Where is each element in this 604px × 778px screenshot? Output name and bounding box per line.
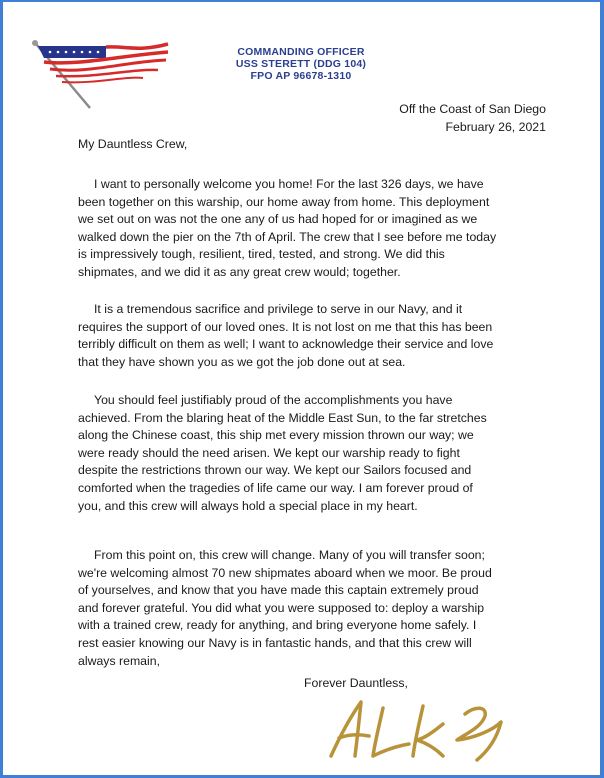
closing: Forever Dauntless, [304, 676, 408, 690]
signature [325, 694, 525, 764]
letterhead [226, 46, 376, 82]
salutation: My Dauntless Crew, [78, 137, 188, 151]
location: Off the Coast of San Diego [399, 102, 546, 116]
paragraph-2: It is a tremendous sacrifice and privilege to serve in our Navy, and it requires the support of our loved ones. It is not lost on me that this has been terribly difficult on them as well; I want to acknowledge their service and love that they have shown you as we got the job done out at sea. [78, 302, 494, 369]
paragraph-4: From this point on, this crew will change. Many of you will transfer soon; we're welcoming almost 70 new shipmates aboard when we moor. Be proud of yourselves, and know that you have made this captain extremely proud and forever grateful. You did what you were supposed to: deploy a warship with a trained crew, ready for anything, and bring everyone home safely. I rest easier knowing our Navy is in fantastic hands, and that this crew will always remain, [78, 548, 492, 668]
date: February 26, 2021 [445, 120, 546, 134]
flag-logo [28, 36, 178, 114]
letterhead-title: COMMANDING OFFICER [237, 46, 365, 58]
paragraph-1: I want to personally welcome you home! For the last 326 days, we have been together on this warship, our home away from home. This deployment we set out on was not the one any of us had hoped for or imagined as we walked down the pier on the 7th of April. The crew that I see before me today is impressively tough, resilient, tired, tested, and strong. We did this shipmates, and we did it as any great crew would; together. [78, 177, 497, 279]
letterhead-ship: USS STERETT (DDG 104) [235, 58, 367, 70]
paragraph-3: You should feel justifiably proud of the accomplishments you have achieved. From the blaring heat of the Middle East Sun, to the far stretches along the Chinese coast, this ship met every mission thrown our way; we were ready should the need arisen. We kept our warship ready to fight despite the restrictions thrown our way. We kept our Sailors focused and comforted when the tragedies of life came our way. I am forever proud of you, and this crew will always hold a special place in my heart. [78, 393, 487, 513]
location-date-block [399, 100, 546, 136]
letterhead-address: FPO AP 96678-1310 [250, 70, 352, 82]
